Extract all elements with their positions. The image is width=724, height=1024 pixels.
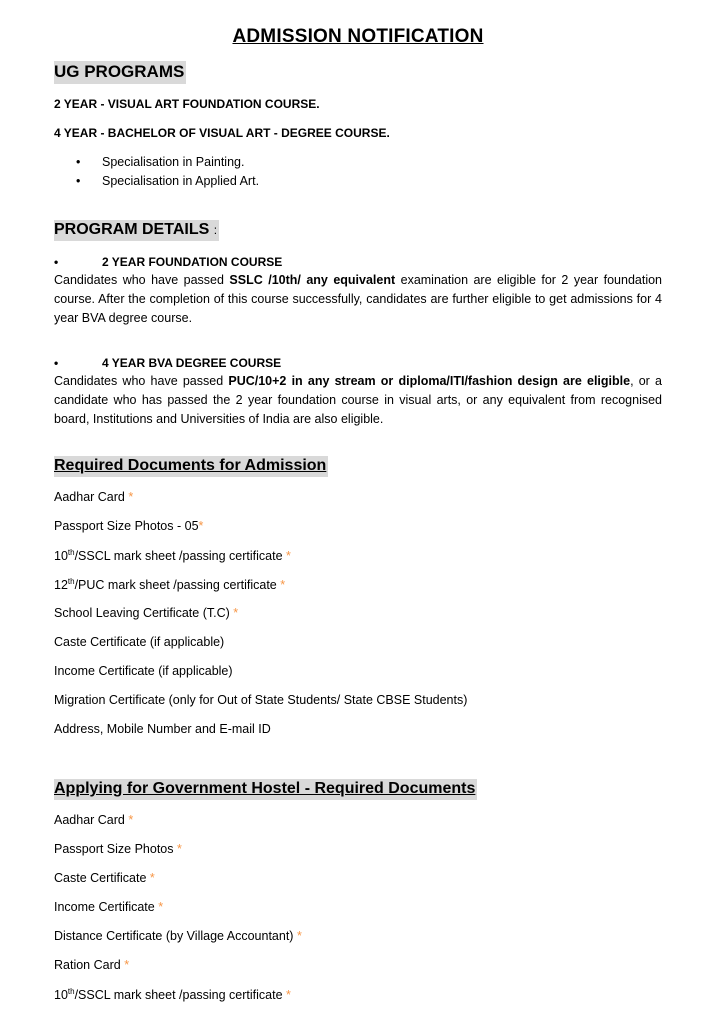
bullet-icon: • — [54, 255, 59, 269]
bva-course-title — [54, 356, 281, 370]
paragraph-bold-text: PUC/10+2 in any stream or diploma/ITI/fashion design are eligible — [228, 374, 631, 388]
hostel-document-item: 10th/SSCL mark sheet /passing certificate * — [54, 987, 291, 1003]
ug-specialisation-item — [76, 174, 259, 188]
list-item-text: Specialisation in Applied Art. — [102, 174, 260, 188]
bullet-icon: • — [76, 155, 81, 169]
document-item: Passport Size Photos - 05* — [54, 519, 204, 533]
paragraph-text: examination are eligible for 2 year foundation course. After the completion of this course successfully, candidates are further eligible to get admissions for 4 year BVA degree course. — [54, 273, 662, 325]
foundation-title-text: 2 YEAR FOUNDATION COURSE — [102, 255, 283, 269]
paragraph-bold-text: SSLC /10th/ any equivalent — [229, 273, 396, 287]
ug-programs-heading: UG PROGRAMS — [54, 61, 186, 84]
ug-course-line-1: 2 YEAR - VISUAL ART FOUNDATION COURSE. — [54, 97, 320, 111]
document-item: School Leaving Certificate (T.C) * — [54, 606, 239, 620]
paragraph-text: , or a candidate who has passed the 2 year foundation course in visual arts, or any equivalent from recognised board, Institutions and Universities of India are also eligible. — [54, 374, 662, 426]
program-details-heading-text: PROGRAM DETAILS — [54, 221, 210, 238]
hostel-document-item: Income Certificate * — [54, 900, 164, 914]
document-item: 12th/PUC mark sheet /passing certificate * — [54, 577, 286, 593]
hostel-document-item: Distance Certificate (by Village Accountant) * — [54, 929, 302, 943]
paragraph-text: Candidates who have passed — [54, 374, 229, 388]
ug-course-line-2: 4 YEAR - BACHELOR OF VISUAL ART - DEGREE COURSE. — [54, 126, 390, 140]
document-item: Caste Certificate (if applicable) — [54, 635, 225, 649]
paragraph-text: Candidates who have passed — [54, 273, 230, 287]
foundation-course-title — [54, 255, 282, 269]
bva-title-text: 4 YEAR BVA DEGREE COURSE — [102, 356, 282, 370]
hostel-document-item: Passport Size Photos * — [54, 842, 182, 856]
program-details-heading — [54, 220, 219, 241]
document-item: Migration Certificate (only for Out of State Students/ State CBSE Students) — [54, 693, 468, 707]
hostel-document-item: Aadhar Card * — [54, 813, 134, 827]
hostel-documents-heading: Applying for Government Hostel - Required Documents — [54, 779, 477, 800]
page-title: ADMISSION NOTIFICATION — [232, 26, 484, 47]
required-documents-heading: Required Documents for Admission — [54, 456, 328, 477]
bullet-icon: • — [76, 174, 81, 188]
heading-colon: : — [213, 223, 218, 237]
document-item: 10th/SSCL mark sheet /passing certificate * — [54, 548, 291, 564]
hostel-document-item: Caste Certificate * — [54, 871, 155, 885]
document-item: Address, Mobile Number and E-mail ID — [54, 722, 271, 736]
bva-course-paragraph — [54, 372, 662, 429]
document-item: Income Certificate (if applicable) — [54, 664, 233, 678]
list-item-text: Specialisation in Painting. — [102, 155, 245, 169]
ug-specialisation-item — [76, 155, 244, 169]
bullet-icon: • — [54, 356, 59, 370]
document-item: Aadhar Card * — [54, 490, 134, 504]
hostel-document-item: Ration Card * — [54, 958, 130, 972]
foundation-course-paragraph — [54, 271, 662, 328]
